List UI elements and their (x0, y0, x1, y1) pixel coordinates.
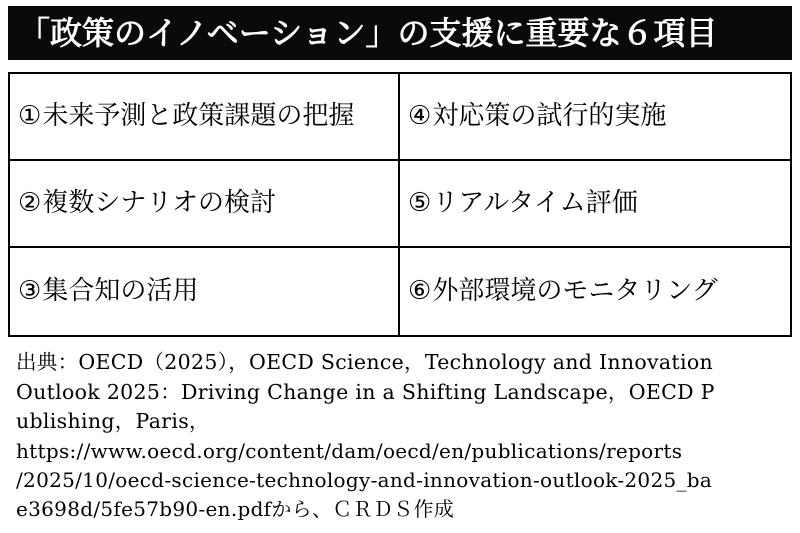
figure-title-bar (8, 6, 792, 60)
item-number-2: ② (18, 188, 42, 219)
item-label-5: リアルタイム評価 (432, 188, 638, 219)
table-cell-item-4 (400, 74, 790, 161)
item-number-4: ④ (408, 101, 432, 132)
item-label-2: 複数シナリオの検討 (42, 188, 277, 219)
six-items-table (8, 72, 792, 337)
table-cell-item-5 (400, 161, 790, 248)
source-line-1: 出典：OECD（2025），OECD Science，Technology and Innovation (16, 350, 713, 374)
source-line-6: e3698d/5fe57b90-en.pdfから、ＣＲＤＳ作成 (16, 497, 455, 522)
item-number-5: ⑤ (408, 188, 432, 219)
item-label-1: 未来予測と政策課題の把握 (42, 101, 355, 132)
table-cell-item-1 (10, 74, 400, 161)
source-line-2: Outlook 2025：Driving Change in a Shifting Landscape，OECD P (16, 379, 715, 404)
item-number-3: ③ (18, 276, 42, 307)
page-title: 「政策のイノベーション」の支援に重要な６項目 (18, 14, 718, 52)
table-cell-item-6 (400, 248, 790, 335)
item-label-6: 外部環境のモニタリング (432, 276, 718, 307)
item-label-4: 対応策の試行的実施 (432, 101, 667, 132)
item-number-6: ⑥ (408, 276, 432, 307)
source-line-3: ublishing，Paris， (16, 409, 210, 434)
item-label-3: 集合知の活用 (42, 276, 199, 307)
table-cell-item-3 (10, 248, 400, 335)
source-line-4: https://www.oecd.org/content/dam/oecd/en/publications/reports (16, 439, 683, 464)
source-note (8, 344, 792, 526)
item-number-1: ① (18, 101, 42, 132)
table-cell-item-2 (10, 161, 400, 248)
source-line-5: /2025/10/oecd-science-technology-and-innovation-outlook-2025_ba (16, 468, 713, 493)
